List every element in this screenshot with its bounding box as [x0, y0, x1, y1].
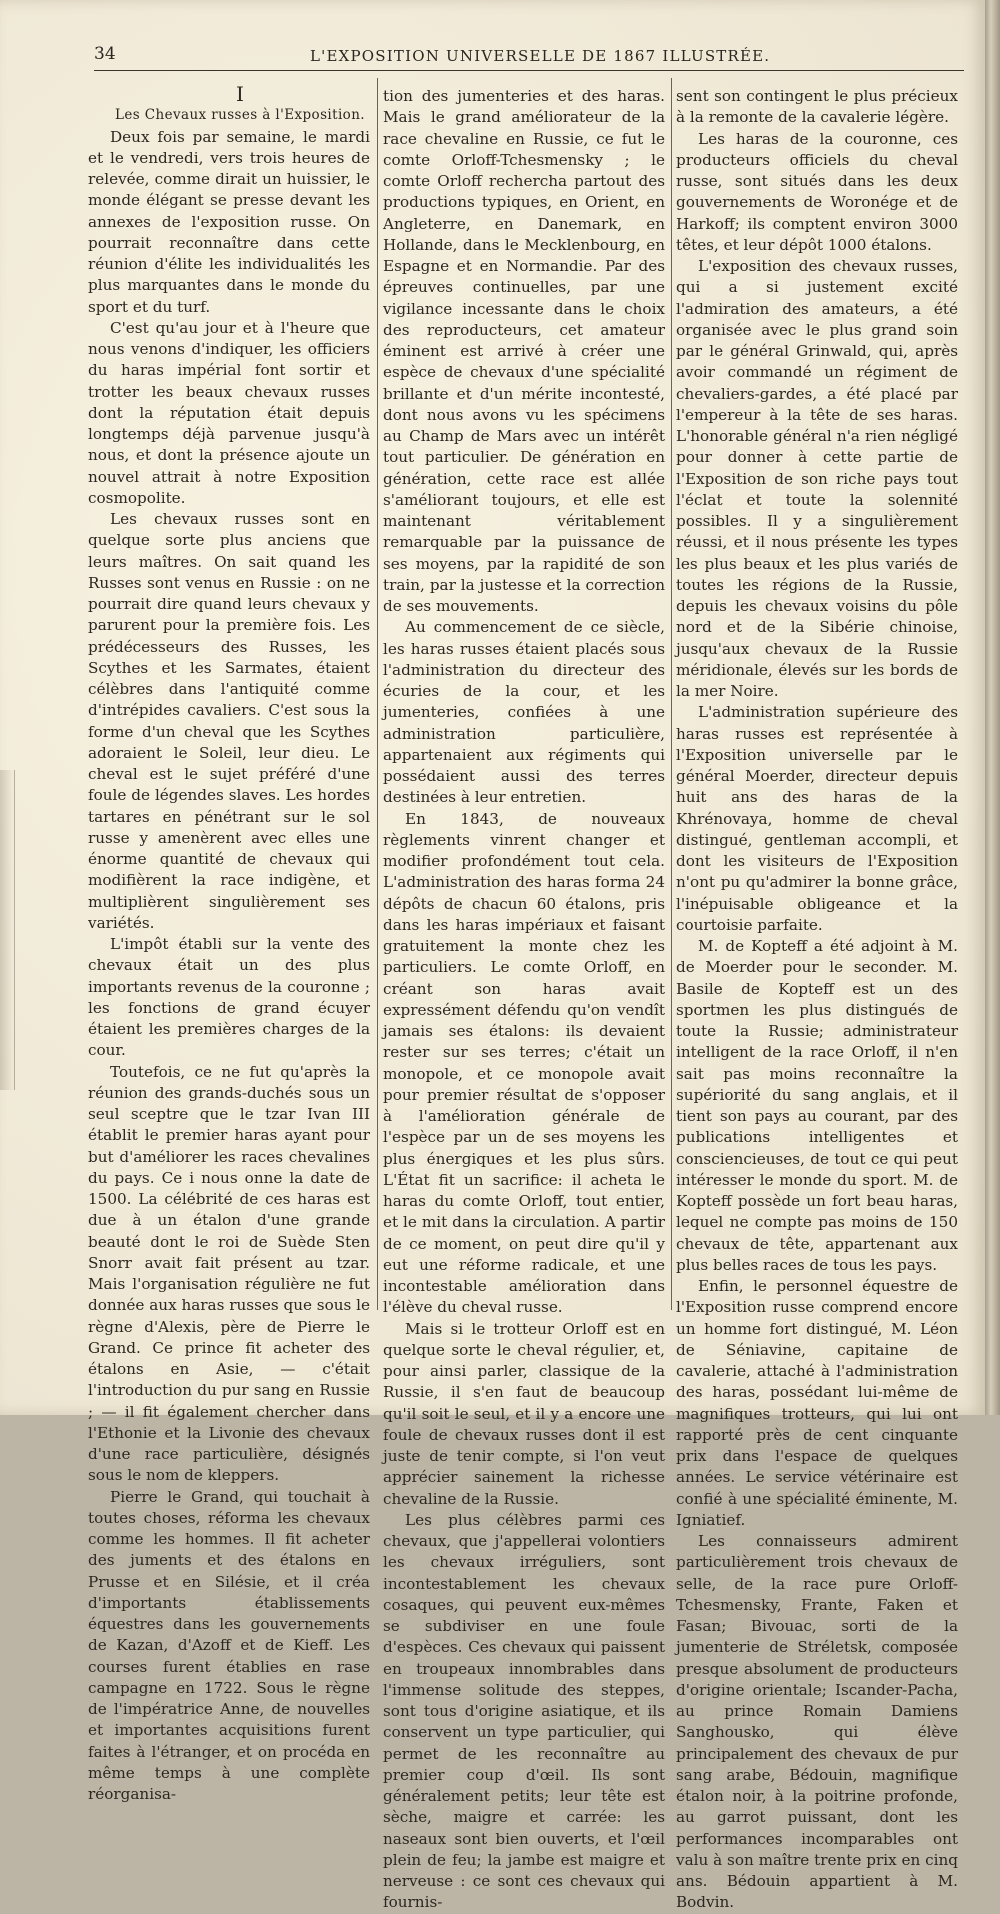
paragraph: Au commencement de ce siècle, les haras russes étaient placés sous l'administration du directeur des écuries de la cour, et les jumenteries, confiées à une administration particulière, appartenaient aux régiments qui possédaient aussi des terres destinées à leur entretien. — [383, 618, 665, 807]
paragraph: Pierre le Grand, qui touchait à toutes choses, réforma les chevaux comme les hommes. Il fit acheter des juments et des étalons en Prusse et en Silésie, et il créa d'importants établissements équestres dans les gouvernements de Kazan, d'Azoff et de Kieff. Les courses furent établies en rase campagne en 1722. Sous le règne de l'impératrice Anne, de nouvelles et importantes acquisitions furent faites à l'étranger, et on procéda en même temps à une complète réorganisa- — [88, 1487, 370, 1803]
column-rule-2 — [671, 78, 672, 1310]
adjacent-page-edge — [985, 0, 1000, 1415]
paragraph: Les chevaux russes sont en quelque sorte plus anciens que leurs maîtres. On sait quand les Russes sont venus en Russie : on ne pourrait dire quand leurs chevaux y parurent pour la première fois. Les prédécesseurs des Russes, les Scythes et les Sarmates, étaient célèbres dans l'antiquité comme d'intrépides cavaliers. C'est sous la forme d'un cheval que les Scythes adoraient le Soleil, leur dieu. Le cheval est le sujet préféré d'une foule de légendes slaves. Les hordes tartares en pénétrant sur le sol russe y amenèrent avec elles une énorme quantité de chevaux qui modifièrent la race indigène, et multiplièrent singulièrement ses variétés. — [88, 510, 370, 932]
paragraph: Les plus célèbres parmi ces chevaux, que j'appellerai volontiers les chevaux irréguliers, sont incontestablement les chevaux cosaques, qui peuvent eux-mêmes se subdiviser en une foule d'espèces. Ces chevaux qui paissent en troupeaux innombrables dans l'immense solitude des steppes, sont tous d'origine asiatique, et ils conservent un type particulier, qui permet de les reconnaître au premier coup d'œil. Ils sont généralement petits; leur tête est sèche, maigre et carrée: les naseaux sont bien ouverts, et l'œil plein de feu; la jambe est maigre et nerveuse : ce sont ces chevaux qui fournis- — [383, 1510, 665, 1912]
paragraph: Les connaisseurs admirent particulièrement trois chevaux de selle, de la race pure Orloff-Tchesmensky, Frante, Faken et Fasan; Bivouac, sorti de la jumenterie de Stréletsk, composée presque absolument de producteurs d'origine orientale; Iscander-Pacha, au prince Romain Damiens Sanghousko, qui élève principalement des chevaux de pur sang arabe, Bédouin, magnifique étalon noir, à la poitrine profonde, au garrot puissant, dont les performances incomparables ont valu à son maître trente prix en cinq ans. Bédouin appartient à M. Bodvin. — [676, 1532, 958, 1912]
paragraph: En 1843, de nouveaux règlements vinrent changer et modifier profondément tout cela. L'administration des haras forma 24 dépôts de chacun 60 étalons, pris dans les haras impériaux et faisant gratuitement la monte chez les particuliers. Le comte Orloff, en créant son haras avait expressément défendu qu'on vendît jamais ses étalons: ils devaient rester sur ses terres; c'était un monopole, et ce monopole avait pour premier résultat de s'opposer à l'amélioration générale de l'espèce par un de ses moyens les plus énergiques et les plus sûrs. L'État fit un sacrifice: il acheta le haras du comte Orloff, tout entier, et le mit dans la circulation. A partir de ce moment, on peut dire qu'il y eut une réforme radicale, et une incontestable amélioration dans l'élève du cheval russe. — [383, 809, 665, 1317]
paragraph: L'impôt établi sur la vente des chevaux était un des plus importants revenus de la couronne ; les fonctions de grand écuyer étaient les premières charges de la cour. — [88, 935, 370, 1060]
paragraph: L'administration supérieure des haras russes est représentée à l'Exposition universelle par le général Moerder, directeur depuis huit ans des haras de la Khrénovaya, homme de cheval distingué, gentleman accompli, et dont les visiteurs de l'Exposition n'ont pu qu'admirer la bonne grâce, l'inépuisable obligeance et la courtoisie parfaite. — [676, 703, 958, 934]
paragraph: L'exposition des chevaux russes, qui a si justement excité l'admiration des amateurs, a été organisée avec le plus grand soin par le général Grinwald, qui, après avoir commandé un régiment de chevaliers-gardes, a été placé par l'empereur à la tête de ses haras. L'honorable général n'a rien négligé pour donner à cette partie de l'Exposition de son riche pays tout l'éclat et toute la solennité possibles. Il y a singulièrement réussi, et il nous présente les types les plus beaux et les plus variés de toutes les régions de la Russie, depuis les chevaux voisins du pôle nord et de la Sibérie chinoise, jusqu'aux chevaux de la Russie méridionale, élevés sur les bords de la mer Noire. — [676, 257, 958, 700]
header-rule — [94, 70, 964, 71]
paragraph: Les haras de la couronne, ces producteurs officiels du cheval russe, sont situés dans les deux gouvernements de Woronége et de Harkoff; ils comptent environ 3000 têtes, et leur dépôt 1000 étalons. — [676, 129, 958, 254]
page-number: 34 — [94, 44, 116, 64]
paragraph: Enfin, le personnel équestre de l'Exposition russe comprend encore un homme fort distingué, M. Léon de Séniavine, capitaine de cavalerie, attaché à l'administration des haras, possédant lui-même de magnifiques trotteurs, qui lui ont rapporté près de cent cinquante prix dans l'espace de quelques années. Le service vétérinaire est confié à une spécialité éminente, M. Igniatief. — [676, 1277, 958, 1529]
paragraph: sent son contingent le plus précieux à la remonte de la cavalerie légère. — [676, 87, 958, 127]
paragraph: Toutefois, ce ne fut qu'après la réunion des grands-duchés sous un seul sceptre que le tzar Ivan III établit le premier haras ayant pour but d'améliorer les races chevalines du pays. Ce i nous onne la date de 1500. La célébrité de ces haras est due à un étalon d'une grande beauté dont le roi de Suède Sten Snorr avait fait présent au tzar. Mais l'organisation régulière ne fut donnée aux haras russes que sous le règne d'Alexis, père de Pierre le Grand. Ce prince fit acheter des étalons en Asie, — c'était l'introduction du pur sang en Russie ; — il fit également chercher dans l'Ethonie et la Livonie des chevaux d'une race particulière, désignés sous le nom de kleppers. — [88, 1062, 370, 1485]
paragraph: C'est qu'au jour et à l'heure que nous venons d'indiquer, les officiers du haras impérial font sortir et trotter les beaux chevaux russes dont la réputation était depuis longtemps déjà parvenue jusqu'à nous, et dont la présence ajoute un nouvel attrait à notre Exposition cosmopolite. — [88, 318, 370, 507]
paragraph: M. de Kopteff a été adjoint à M. de Moerder pour le seconder. M. Basile de Kopteff est un des sportmen les plus distingués de toute la Russie; administrateur intelligent de la race Orloff, il n'en sait pas moins reconnaître la supériorité du sang anglais, et il tient son pays au courant, par des publications intelligentes et consciencieuses, de tout ce qui peut intéresser le monde du sport. M. de Kopteff possède un fort beau haras, lequel ne compte pas moins de 150 chevaux de tête, appartenant aux plus belles races de tous les pays. — [676, 937, 958, 1274]
text-column-1 — [88, 84, 370, 1805]
article-title: Les Chevaux russes à l'Exposition. — [115, 107, 365, 124]
paragraph: tion des jumenteries et des haras. Mais le grand améliorateur de la race chevaline en Russie, ce fut le comte Orloff-Tchesmensky ; le comte Orloff rechercha partout des productions typiques, en Orient, en Angleterre, en Danemark, en Hollande, dans le Mecklenbourg, en Espagne et en Normandie. Par des épreuves continuelles, par une vigilance incessante dans le choix des reproducteurs, cet amateur éminent est arrivé à créer une espèce de chevaux d'une spécialité brillante et d'un mérite incontesté, dont nous avons vu les spécimens au Champ de Mars avec un intérêt tout particulier. De génération en génération, cette race est allée s'améliorant toujours, et elle est maintenant véritablement remarquable par la puissance de ses moyens, par la rapidité de son train, par la justesse et la correction de ses mouvements. — [383, 87, 665, 615]
section-number: I — [236, 82, 244, 106]
paragraph: Mais si le trotteur Orloff est en quelque sorte le cheval régulier, et, pour ainsi parler, classique de la Russie, il s'en faut de beaucoup qu'il soit le seul, et il y a encore une foule de chevaux russes dont il est juste de tenir compte, si l'on veut apprécier sainement la richesse chevaline de la Russie. — [383, 1319, 665, 1508]
page-fold-shadow — [0, 770, 15, 1090]
running-title: L'EXPOSITION UNIVERSELLE DE 1867 ILLUSTRÉE. — [310, 47, 771, 65]
text-column-2 — [383, 86, 665, 1914]
paragraph: Deux fois par semaine, le mardi et le vendredi, vers trois heures de relevée, comme dirait un huissier, le monde élégant se presse devant les annexes de l'exposition russe. On pourrait reconnaître dans cette réunion d'élite les individualités les plus marquantes dans le monde du sport et du turf. — [88, 127, 370, 316]
text-column-3 — [676, 86, 958, 1914]
column-rule-1 — [377, 78, 378, 1310]
